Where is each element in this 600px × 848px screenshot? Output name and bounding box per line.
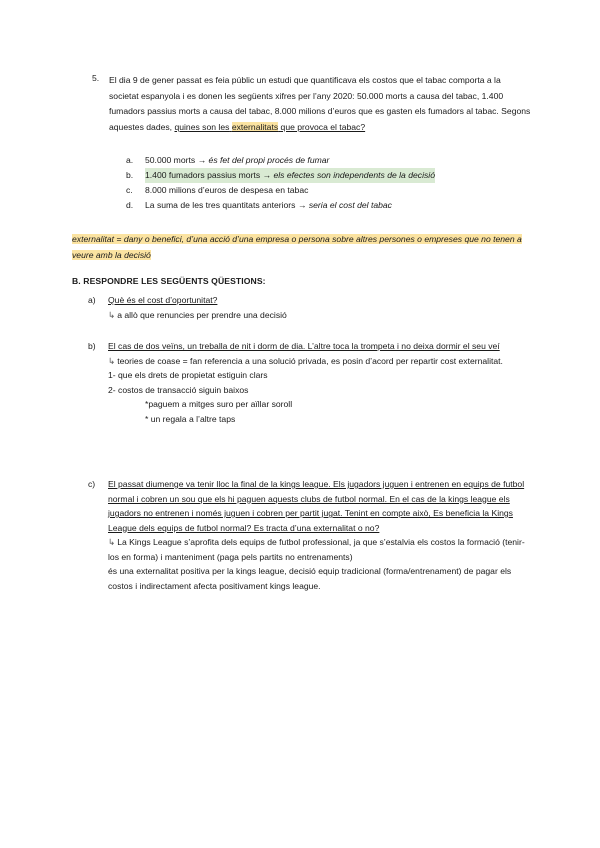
option-c xyxy=(126,183,546,198)
question-letter: a) xyxy=(88,295,96,305)
section-b-title: B. RESPONDRE LES SEGÜENTS QÜESTIONS: xyxy=(72,276,266,286)
answer-text: 1- que els drets de propietat estiguin clars xyxy=(108,370,268,380)
question-c-text: El passat diumenge va tenir lloc la final de la kings league. Els jugadors juguen i entrenen en equips de futbol normal i cobren un sou que els hi paguen aquests clubs de futbol normal. En el cas de la kings league els jugadors no entrenen i només juguen i cobren per partit jugat. Tenint en compte això, Es beneficia la Kings League dels equips de futbol normal? Es tracta d’una externalitat o no? xyxy=(108,479,525,533)
answer-b xyxy=(108,354,534,369)
option-text: La suma de les tres quantitats anteriors xyxy=(145,200,296,210)
option-letter: b. xyxy=(126,170,134,180)
answer-text: és una externalitat positiva per la kings league, decisió equip tradicional (forma/entrenament) de pagar els costos i indirectament afecta positivament kings league. xyxy=(108,566,512,591)
option-note: → és fet del propi procés de fumar xyxy=(197,155,330,165)
question-5-text xyxy=(109,73,532,135)
answer-text: *paguem a mitges suro per aïllar soroll xyxy=(145,399,293,409)
question-a-text: Què és el cost d’oportunitat? xyxy=(108,295,218,305)
option-b xyxy=(126,168,546,183)
question-b-text: El cas de dos veïns, un treballa de nit i dorm de dia. L’altre toca la trompeta i no deixa dormir el seu veí xyxy=(108,341,500,351)
externality-definition xyxy=(72,231,532,263)
question-number: 5. xyxy=(92,73,100,83)
option-letter: c. xyxy=(126,185,133,195)
option-text: 1.400 fumadors passius morts xyxy=(145,170,261,180)
reply-arrow-icon: ↳ xyxy=(108,355,116,366)
option-text: 50.000 morts xyxy=(145,155,196,165)
question-5-ask xyxy=(174,122,365,132)
question-5 xyxy=(92,73,532,135)
option-text: 8.000 milions d’euros de despesa en tabac xyxy=(145,185,309,195)
answer-text: 2- costos de transacció siguin baixos xyxy=(108,384,249,395)
highlight-externalitats: externalitats xyxy=(231,121,279,132)
answer-a xyxy=(108,308,534,323)
question-5-ask-a: quines son les xyxy=(174,121,230,132)
question-5-intro: El dia 9 de gener passat es feia públic un estudi que quantificava els costos que el tabac comporta a la societat espanyola i es donen les següents xifres per l’any 2020: 50.000 morts a causa del tabac, 1.400 fumadors passius morts a causa del tabac, 8.000 milions d’euros que es gasten els fumadors al tabac. Segons aquestes dades, xyxy=(109,75,531,132)
question-5-ask-b: que provoca el tabac? xyxy=(280,121,366,132)
option-note: → els efectes son independents de la decisió xyxy=(262,170,435,180)
answer-text: La Kings League s’aprofita dels equips de futbol professional, ja que s’estalvia els costos la formació (tenir-los en forma) i manteniment (paga pels partits no entrenaments) xyxy=(108,537,525,562)
option-letter: a. xyxy=(126,155,134,165)
option-a xyxy=(126,153,546,168)
question-5-options xyxy=(126,153,546,213)
question-a xyxy=(88,293,534,322)
question-b xyxy=(88,339,534,426)
answer-text: * un regala a l’altre taps xyxy=(145,413,236,424)
option-d xyxy=(126,198,546,213)
reply-arrow-icon: ↳ xyxy=(108,309,116,320)
answer-text: teories de coase = fan referencia a una solució privada, es posin d’acord per repartir cost externalitat. xyxy=(117,355,503,366)
question-letter: b) xyxy=(88,341,96,351)
question-letter: c) xyxy=(88,479,96,489)
question-c xyxy=(88,477,534,593)
answer-c xyxy=(108,535,534,564)
reply-arrow-icon: ↳ xyxy=(108,537,116,547)
option-note: → seria el cost del tabac xyxy=(297,200,392,210)
option-b-highlight xyxy=(145,168,435,183)
answer-text: a allò que renuncies per prendre una decisió xyxy=(117,309,287,320)
option-letter: d. xyxy=(126,200,134,210)
definition-text: externalitat = dany o benefici, d’una acció d’una empresa o persona sobre altres persones o empreses que no tenen a veure amb la decisió xyxy=(72,234,522,260)
